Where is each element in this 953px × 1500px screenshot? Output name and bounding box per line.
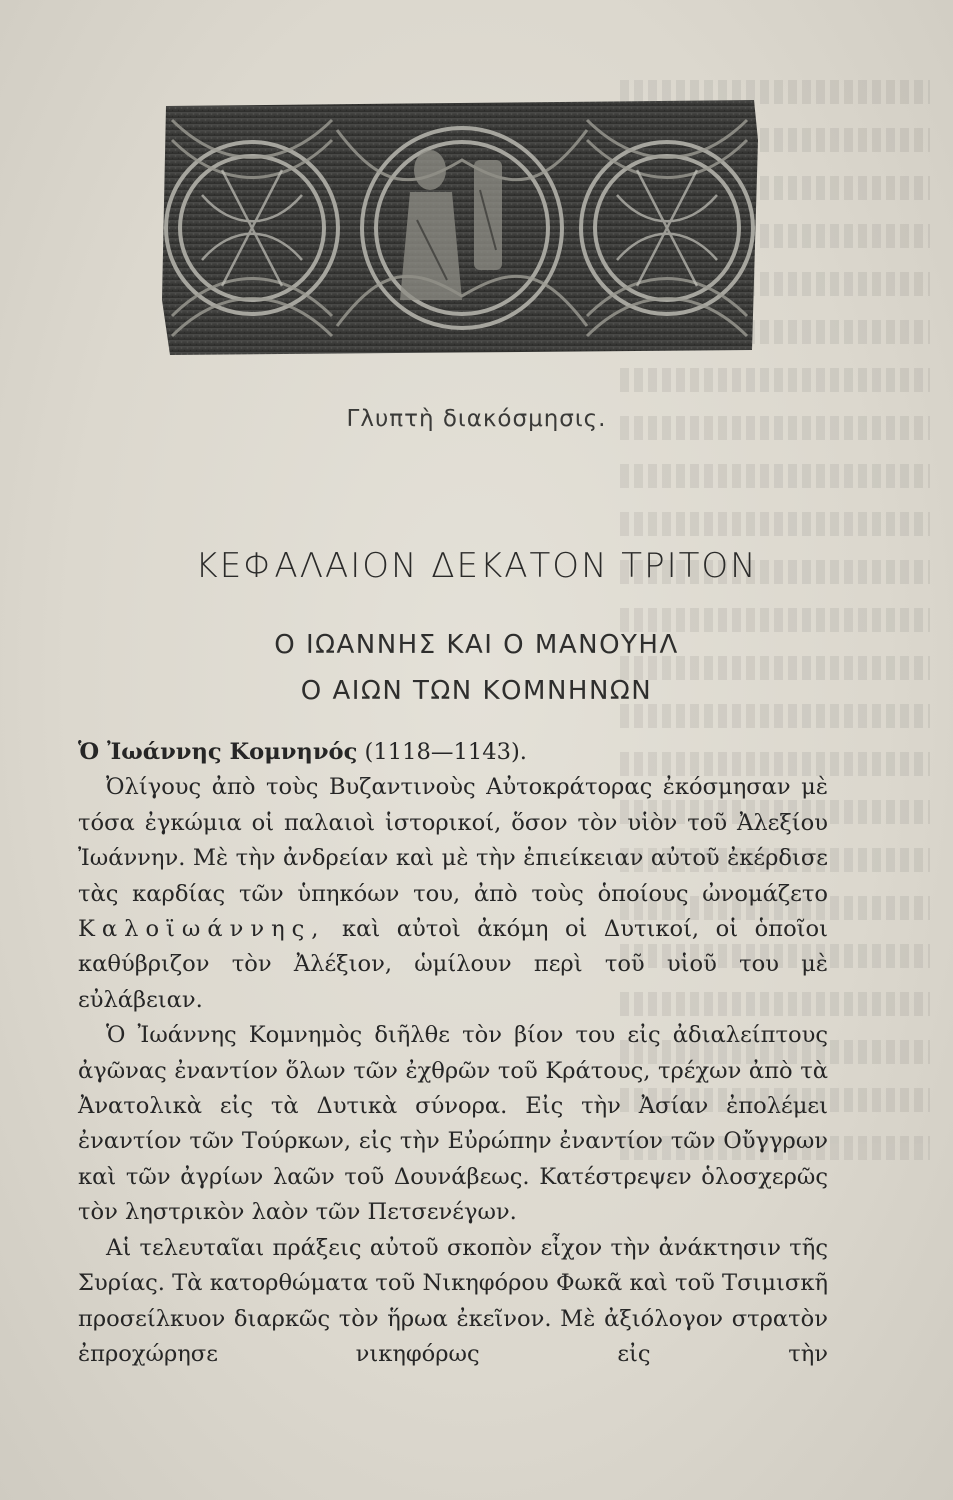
paragraph-1 [78, 770, 828, 1018]
paragraph-3: Αἱ τελευταῖαι πράξεις αὐτοῦ σκοπὸν εἶχον τὴν ἀνάκτησιν τῆς Συρίας. Τὰ κατορθώματα τοῦ Νικηφόρου Φωκᾶ καὶ τοῦ Τσιμισκῆ προσείλκυον διαρκῶς τὸν ἥρωα ἐκεῖνον. Μὲ ἀξιόλογον στρατὸν ἐπροχώρησε νικηφόρως εἰς τὴν [78, 1234, 828, 1367]
chapter-subtitle-1: Ο ΙΩΑΝΝΗΣ ΚΑΙ Ο ΜΑΝΟΥΗΛ [274, 630, 679, 660]
carved-relief-image [162, 100, 758, 355]
paragraph-1-nickname: Καλοϊωάννης, [78, 916, 326, 943]
paragraph-1-part-b: καὶ αὐτοὶ ἀκόμη οἱ Δυτικοί, οἱ ὁποῖοι καθύβριζον τὸν Ἀλέξιον, ὡμίλουν περὶ τοῦ υἱοῦ του μὲ εὐλάβειαν. [78, 916, 828, 1013]
chapter-title: ΚΕΦΑΛΑΙΟΝ ΔΕΚΑΤΟΝ ΤΡΙΤΟΝ [195, 546, 758, 586]
section-heading-dates: (1118—1143). [364, 739, 527, 765]
paragraph-2: Ὁ Ἰωάννης Κομνημὸς διῆλθε τὸν βίον του εἰς ἀδιαλείπτους ἀγῶνας ἐναντίον ὅλων τῶν ἐχθρῶν τοῦ Κράτους, τρέχων ἀπὸ τὰ Ἀνατολικὰ εἰς τὰ Δυτικὰ σύνορα. Εἰς τὴν Ἀσίαν ἐπολέμει ἐναντίον τῶν Τούρκων, εἰς τὴν Εὐρώπην ἐναντίον τῶν Οὔγγρων καὶ τῶν ἀγρίων λαῶν τοῦ Δουνάβεως. Κατέστρεψεν ὁλοσχερῶς τὸν ληστρικὸν λαὸν τῶν Πετσενέγων. [78, 1022, 828, 1226]
chapter-subtitle-2: Ο ΑΙΩΝ ΤΩΝ ΚΟΜΝΗΝΩΝ [300, 676, 653, 706]
paragraph-1-part-a: Ὀλίγους ἀπὸ τοὺς Βυζαντινοὺς Αὐτοκράτορας ἐκόσμησαν μὲ τόσα ἐγκώμια οἱ παλαιοὶ ἱστορικοί, ὅσον τὸν υἱὸν τοῦ Ἀλεξίου Ἰωάννην. Μὲ τὴν ἀνδρείαν καὶ μὲ τὴν ἐπιείκειαν αὐτοῦ ἐκέρδισε τὰς καρδίας τῶν ὑπηκόων του, ἀπὸ τοὺς ὁποίους ὠνομάζετο [78, 774, 828, 907]
figure-caption: Γλυπτὴ διακόσμησις. [346, 406, 607, 432]
section-heading-name: Ὁ Ἰωάννης Κομνηνός [78, 739, 358, 765]
body-text [78, 735, 828, 1372]
section-heading [78, 735, 828, 770]
